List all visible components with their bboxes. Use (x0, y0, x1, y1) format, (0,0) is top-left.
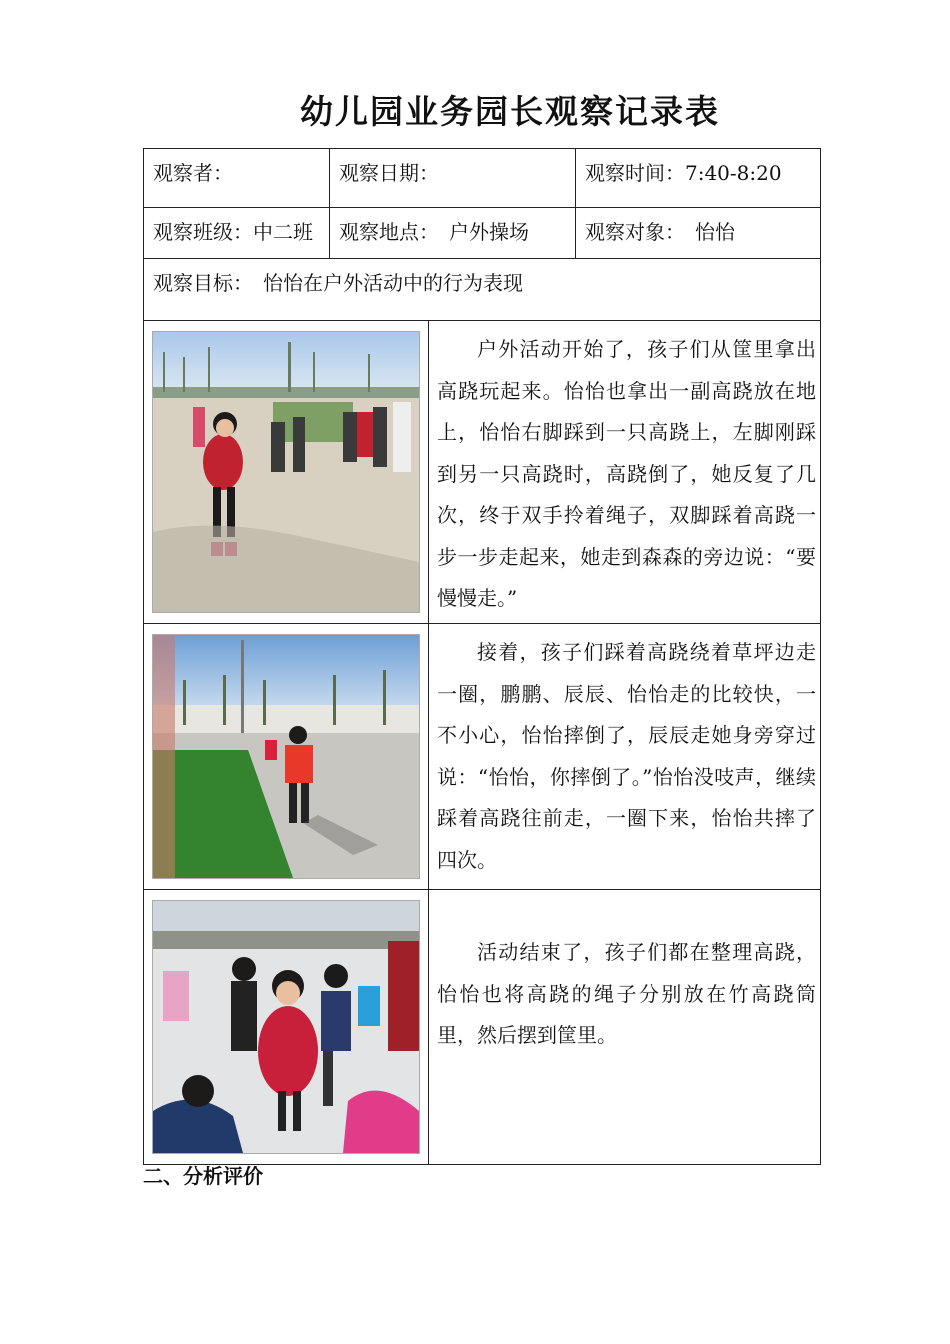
record-photo-2 (152, 634, 420, 879)
record-photo-cell (144, 890, 429, 1165)
place-cell (330, 208, 576, 259)
observer-cell (144, 149, 330, 208)
record-text-cell: 户外活动开始了，孩子们从筐里拿出高跷玩起来。怡怡也拿出一副高跷放在地上，怡怡右脚踩到一只高跷上，左脚刚踩到另一只高跷时，高跷倒了，她反复了几次，终于双手拎着绳子，双脚踩着高跷一步一步走起来，她走到森森的旁边说：“要慢慢走。” (429, 321, 821, 624)
observer-label: 观察者： (153, 161, 233, 185)
date-label: 观察日期： (339, 161, 439, 185)
goal-label: 观察目标： 怡怡在户外活动中的行为表现 (153, 271, 523, 295)
time-cell (576, 149, 821, 208)
record-photo-3 (152, 900, 420, 1154)
target-cell (576, 208, 821, 259)
goal-cell (144, 259, 821, 321)
record-text-cell: 接着，孩子们踩着高跷绕着草坪边走一圈，鹏鹏、辰辰、怡怡走的比较快，一不小心，怡怡摔倒了，辰辰走她身旁穿过说：“怡怡，你摔倒了。”怡怡没吱声，继续踩着高跷往前走，一圈下来，怡怡共摔了四次。 (429, 624, 821, 890)
place-label: 观察地点： 户外操场 (339, 220, 529, 244)
section-heading: 二、分析评价 (143, 1164, 263, 1188)
class-cell (144, 208, 330, 259)
date-cell (330, 149, 576, 208)
time-label: 观察时间：7:40-8:20 (585, 161, 782, 185)
page-title: 幼儿园业务园长观察记录表 (300, 92, 720, 131)
record-photo-1 (152, 331, 420, 613)
record-photo-cell (144, 321, 429, 624)
observation-record-table (143, 148, 821, 1165)
record-text-cell: 活动结束了，孩子们都在整理高跷，怡怡也将高跷的绳子分别放在竹高跷筒里，然后摆到筐里。 (429, 890, 821, 1165)
record-photo-cell (144, 624, 429, 890)
class-label: 观察班级：中二班 (153, 220, 313, 244)
target-label: 观察对象： 怡怡 (585, 220, 735, 244)
